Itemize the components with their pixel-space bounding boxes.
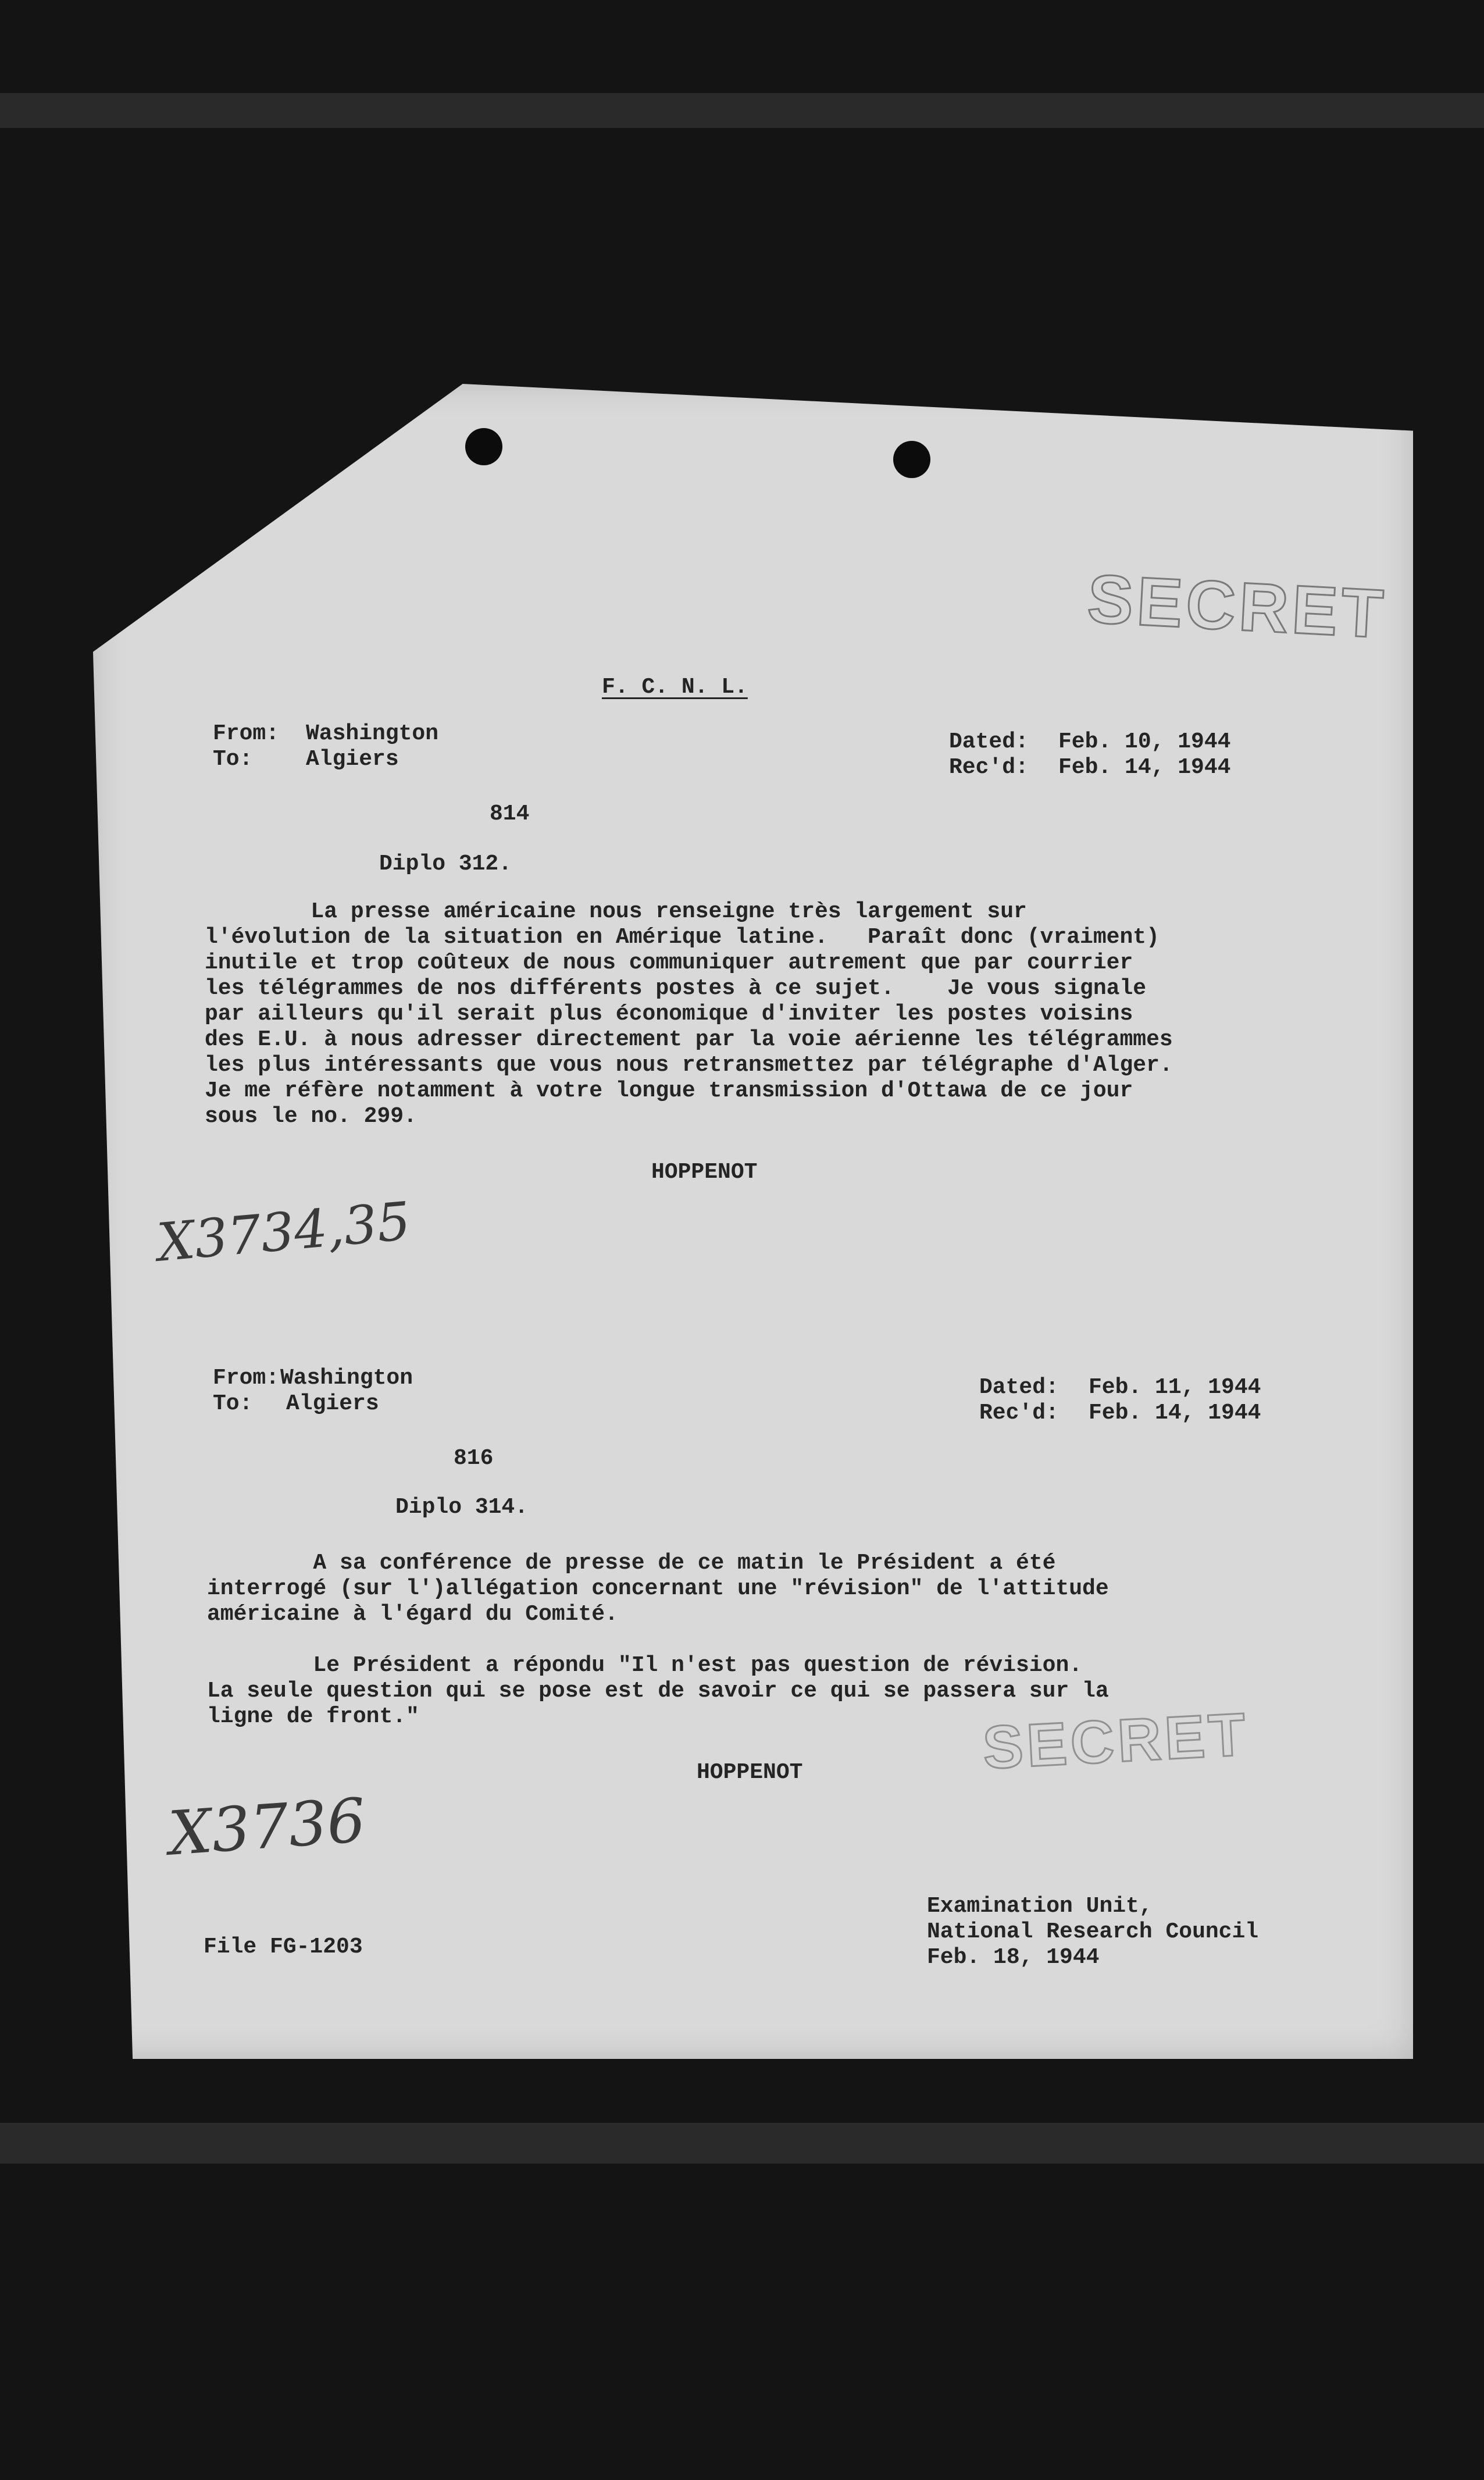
body-line-2-1: A sa conférence de presse de ce matin le Président a été — [207, 1551, 1056, 1576]
body-line-1-5: par ailleurs qu'il serait plus économique d'inviter les postes voisins — [205, 1002, 1133, 1027]
to-value-1: Algiers — [306, 747, 399, 772]
signature-2: HOPPENOT — [697, 1760, 803, 1785]
recd-value-2: Feb. 14, 1944 — [1089, 1401, 1261, 1426]
unit-line-2: National Research Council — [927, 1919, 1259, 1944]
secret-stamp-bottom: SECRET — [981, 1701, 1251, 1782]
from-label-2: From: — [213, 1366, 280, 1391]
body-line-2-5: Le Président a répondu "Il n'est pas question de révision. — [207, 1653, 1083, 1678]
body-line-1-6: des E.U. à nous adresser directement par la voie aérienne les télégrammes — [205, 1027, 1173, 1052]
from-label-1: From: — [213, 721, 280, 746]
from-value-2: Washington — [280, 1366, 413, 1391]
to-label-2: To: — [213, 1391, 253, 1416]
recd-value-1: Feb. 14, 1944 — [1058, 755, 1231, 780]
diplo-ref-2: Diplo 314. — [395, 1495, 529, 1520]
punch-hole-right — [893, 441, 930, 478]
body-line-2-2: interrogé (sur l')allégation concernant une "révision" de l'attitude — [207, 1576, 1109, 1601]
punch-hole-left — [465, 428, 502, 465]
header-org: F. C. N. L. — [602, 675, 748, 700]
file-reference: File FG-1203 — [204, 1934, 363, 1959]
unit-line-1: Examination Unit, — [927, 1894, 1153, 1919]
body-line-2-3: américaine à l'égard du Comité. — [207, 1602, 618, 1627]
body-line-1-8: Je me réfère notamment à votre longue transmission d'Ottawa de ce jour — [205, 1078, 1133, 1103]
dated-value-1: Feb. 10, 1944 — [1058, 729, 1231, 754]
message-number-1: 814 — [490, 801, 530, 826]
secret-stamp-top: SECRET — [1085, 560, 1389, 653]
film-band-bottom — [0, 2123, 1484, 2164]
body-line-1-2: l'évolution de la situation en Amérique latine. Paraît donc (vraiment) — [205, 925, 1160, 950]
to-value-2: Algiers — [286, 1391, 379, 1416]
signature-1: HOPPENOT — [651, 1160, 758, 1185]
body-line-2-7: ligne de front." — [207, 1704, 419, 1729]
unit-line-3: Feb. 18, 1944 — [927, 1945, 1100, 1970]
film-band-top — [0, 93, 1484, 128]
message-number-2: 816 — [454, 1446, 494, 1471]
handwritten-annotation-1: X3734,35 — [155, 1191, 413, 1274]
to-label-1: To: — [213, 747, 253, 772]
body-line-1-1: La presse américaine nous renseigne très largement sur — [205, 899, 1027, 924]
from-value-1: Washington — [306, 721, 439, 746]
body-line-1-7: les plus intéressants que vous nous retransmettez par télégraphe d'Alger. — [205, 1053, 1173, 1078]
body-line-1-3: inutile et trop coûteux de nous communiquer autrement que par courrier — [205, 950, 1133, 975]
dated-label-2: Dated: — [979, 1375, 1059, 1400]
dated-label-1: Dated: — [949, 729, 1029, 754]
diplo-ref-1: Diplo 312. — [379, 851, 512, 876]
body-line-1-9: sous le no. 299. — [205, 1104, 417, 1129]
recd-label-2: Rec'd: — [979, 1401, 1059, 1426]
dated-value-2: Feb. 11, 1944 — [1089, 1375, 1261, 1400]
body-line-1-4: les télégrammes de nos différents postes à ce sujet. Je vous signale — [205, 976, 1147, 1001]
recd-label-1: Rec'd: — [949, 755, 1029, 780]
body-line-2-6: La seule question qui se pose est de savoir ce qui se passera sur la — [207, 1679, 1109, 1704]
handwritten-annotation-2: X3736 — [166, 1784, 368, 1869]
